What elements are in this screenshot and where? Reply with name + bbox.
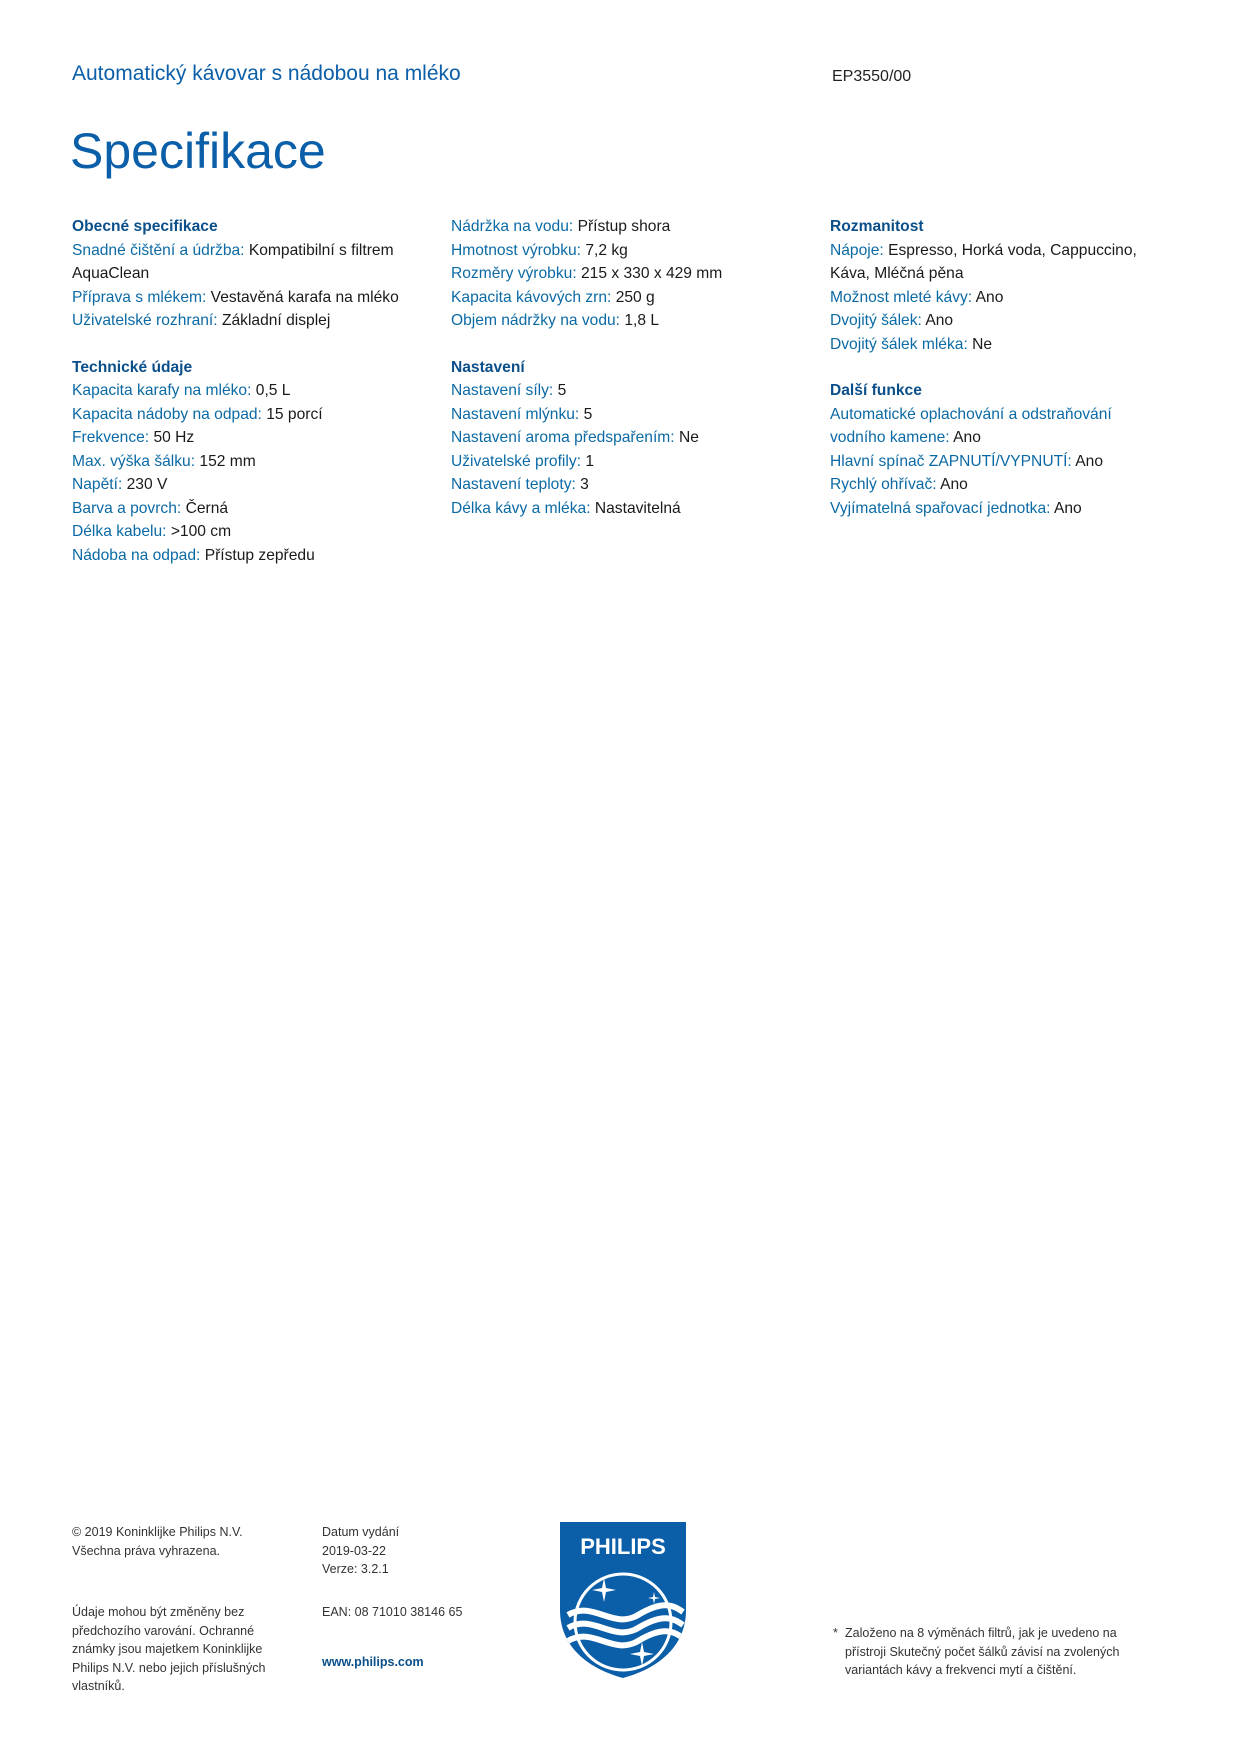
spec-row <box>451 473 811 497</box>
spec-label: Barva a povrch: <box>72 499 182 517</box>
spec-value: 50 Hz <box>153 429 195 446</box>
issue-label: Datum vydání <box>322 1525 400 1539</box>
spec-row <box>830 333 1170 357</box>
spec-label: Délka kabelu: <box>72 523 167 540</box>
spec-row <box>72 497 432 521</box>
spec-value: 1,8 L <box>624 312 660 329</box>
spec-value: 5 <box>583 405 593 423</box>
spec-label: Hlavní spínač ZAPNUTÍ/VYPNUTÍ: <box>830 452 1072 470</box>
spec-row <box>72 520 432 544</box>
spec-label: Nádržka na vodu: <box>451 218 574 235</box>
spec-label: Frekvence: <box>72 429 150 446</box>
spec-row <box>72 544 432 568</box>
spec-label: Uživatelské rozhraní: <box>72 312 218 329</box>
spec-section <box>72 215 432 333</box>
footnote-text: Založeno na 8 výměnách filtrů, jak je uvedeno na přístroji Skutečný počet šálků závisí na zvolených variantách kávy a frekvenci mytí a čištění. <box>845 1626 1120 1677</box>
spec-value: Vestavěná karafa na mléko <box>210 288 399 306</box>
spec-label: Nastavení mlýnku: <box>451 405 580 423</box>
spec-value: 215 x 330 x 429 mm <box>581 265 723 282</box>
spec-value: 0,5 L <box>255 382 291 399</box>
spec-label: Možnost mleté kávy: <box>830 288 973 306</box>
spec-label: Snadné čištění a údržba: <box>72 241 245 259</box>
philips-shield-icon <box>558 1520 688 1680</box>
spec-row <box>72 473 432 497</box>
spec-label: Kapacita karafy na mléko: <box>72 382 252 399</box>
page-title: Specifikace <box>70 123 326 179</box>
spec-row <box>72 379 432 403</box>
spec-label: Kapacita nádoby na odpad: <box>72 405 262 423</box>
spec-row <box>451 497 811 521</box>
spec-row <box>72 403 432 427</box>
spec-label: Napětí: <box>72 476 123 493</box>
section-title: Technické údaje <box>72 358 193 376</box>
spec-section <box>451 356 811 521</box>
spec-label: Objem nádržky na vodu: <box>451 312 621 329</box>
spec-value: Ano <box>1075 452 1103 470</box>
spec-label: Nápoje: <box>830 241 884 259</box>
spec-value: Ano <box>940 476 968 493</box>
spec-row <box>830 239 1170 286</box>
spec-value: Ano <box>925 312 954 329</box>
spec-row <box>830 286 1170 310</box>
spec-label: Uživatelské profily: <box>451 452 581 470</box>
spec-row <box>72 309 432 333</box>
spec-column-1 <box>72 215 432 590</box>
spec-value: Espresso, Horká voda, Cappuccino, Káva, Mléčná pěna <box>830 241 1137 282</box>
issue-info <box>322 1523 399 1579</box>
spec-section <box>451 215 811 333</box>
copyright-line: © 2019 Koninklijke Philips N.V. <box>72 1525 243 1539</box>
spec-value: 15 porcí <box>266 405 323 423</box>
spec-label: Nastavení síly: <box>451 382 554 399</box>
spec-row <box>451 262 811 286</box>
spec-section <box>830 215 1170 356</box>
spec-row <box>72 286 432 310</box>
spec-section <box>830 379 1170 520</box>
rights-line: Všechna práva vyhrazena. <box>72 1543 221 1558</box>
footnote-mark: * <box>833 1626 838 1640</box>
spec-label: Dvojitý šálek mléka: <box>830 335 968 353</box>
spec-column-2 <box>451 215 811 543</box>
spec-row <box>451 403 811 427</box>
ean: EAN: 08 71010 38146 65 <box>322 1605 463 1619</box>
spec-value: Ano <box>953 429 981 446</box>
section-title: Nastavení <box>451 358 525 376</box>
spec-row <box>451 450 811 474</box>
copyright <box>72 1523 243 1560</box>
spec-label: Příprava s mlékem: <box>72 288 207 306</box>
spec-value: 3 <box>580 476 589 493</box>
philips-logo <box>558 1520 688 1680</box>
product-title: Automatický kávovar s nádobou na mléko <box>72 62 461 85</box>
logo-wordmark: PHILIPS <box>580 1534 666 1559</box>
spec-row <box>451 286 811 310</box>
spec-row <box>72 239 432 286</box>
spec-row <box>830 309 1170 333</box>
spec-label: Nastavení aroma předspařením: <box>451 429 675 446</box>
spec-label: Kapacita kávových zrn: <box>451 288 612 306</box>
section-title: Rozmanitost <box>830 218 924 235</box>
spec-value: Přístup zepředu <box>204 546 315 564</box>
spec-value: Nastavitelná <box>594 499 681 517</box>
website-link[interactable]: www.philips.com <box>322 1655 424 1669</box>
spec-value: Kompatibilní s filtrem AquaClean <box>72 241 394 282</box>
spec-value: Přístup shora <box>577 218 671 235</box>
spec-row <box>451 215 811 239</box>
spec-value: 230 V <box>126 476 168 493</box>
spec-value: Základní displej <box>221 312 331 329</box>
spec-value: >100 cm <box>170 523 232 540</box>
spec-row <box>451 379 811 403</box>
spec-label: Délka kávy a mléka: <box>451 499 591 517</box>
disclaimer: Údaje mohou být změněny bez předchozího varování. Ochranné známky jsou majetkem Koninklijke Philips N.V. nebo jejich příslušných vlastníků. <box>72 1605 266 1693</box>
spec-value: 152 mm <box>199 452 256 470</box>
spec-row <box>830 497 1170 521</box>
spec-value: 250 g <box>615 288 655 306</box>
spec-value: Ne <box>678 429 699 446</box>
spec-label: Rozměry výrobku: <box>451 265 577 282</box>
spec-label: Dvojitý šálek: <box>830 312 922 329</box>
spec-row <box>830 450 1170 474</box>
spec-value: Černá <box>185 499 229 517</box>
spec-section <box>72 356 432 568</box>
version: Verze: 3.2.1 <box>322 1562 389 1576</box>
spec-column-3 <box>830 215 1170 543</box>
issue-date: 2019-03-22 <box>322 1543 386 1558</box>
spec-row <box>830 403 1170 450</box>
spec-value: 7,2 kg <box>585 241 628 259</box>
spec-row <box>72 450 432 474</box>
spec-label: Hmotnost výrobku: <box>451 241 581 259</box>
spec-label: Vyjímatelná spařovací jednotka: <box>830 499 1051 517</box>
spec-value: Ano <box>1053 499 1082 517</box>
spec-label: Max. výška šálku: <box>72 452 196 470</box>
spec-row <box>72 426 432 450</box>
spec-value: Ano <box>975 288 1004 306</box>
spec-label: Nastavení teploty: <box>451 476 576 493</box>
spec-label: Rychlý ohřívač: <box>830 476 937 493</box>
model-number: EP3550/00 <box>832 68 912 85</box>
footnote <box>833 1624 1153 1680</box>
spec-value: 1 <box>585 452 595 470</box>
section-title: Obecné specifikace <box>72 218 218 235</box>
spec-row <box>451 309 811 333</box>
section-title: Další funkce <box>830 382 922 399</box>
spec-value: 5 <box>557 382 567 399</box>
spec-value: Ne <box>972 335 993 353</box>
spec-row <box>451 239 811 263</box>
spec-label: Nádoba na odpad: <box>72 546 201 564</box>
spec-label: Automatické oplachování a odstraňování vodního kamene: <box>830 405 1112 446</box>
spec-row <box>451 426 811 450</box>
spec-row <box>830 473 1170 497</box>
